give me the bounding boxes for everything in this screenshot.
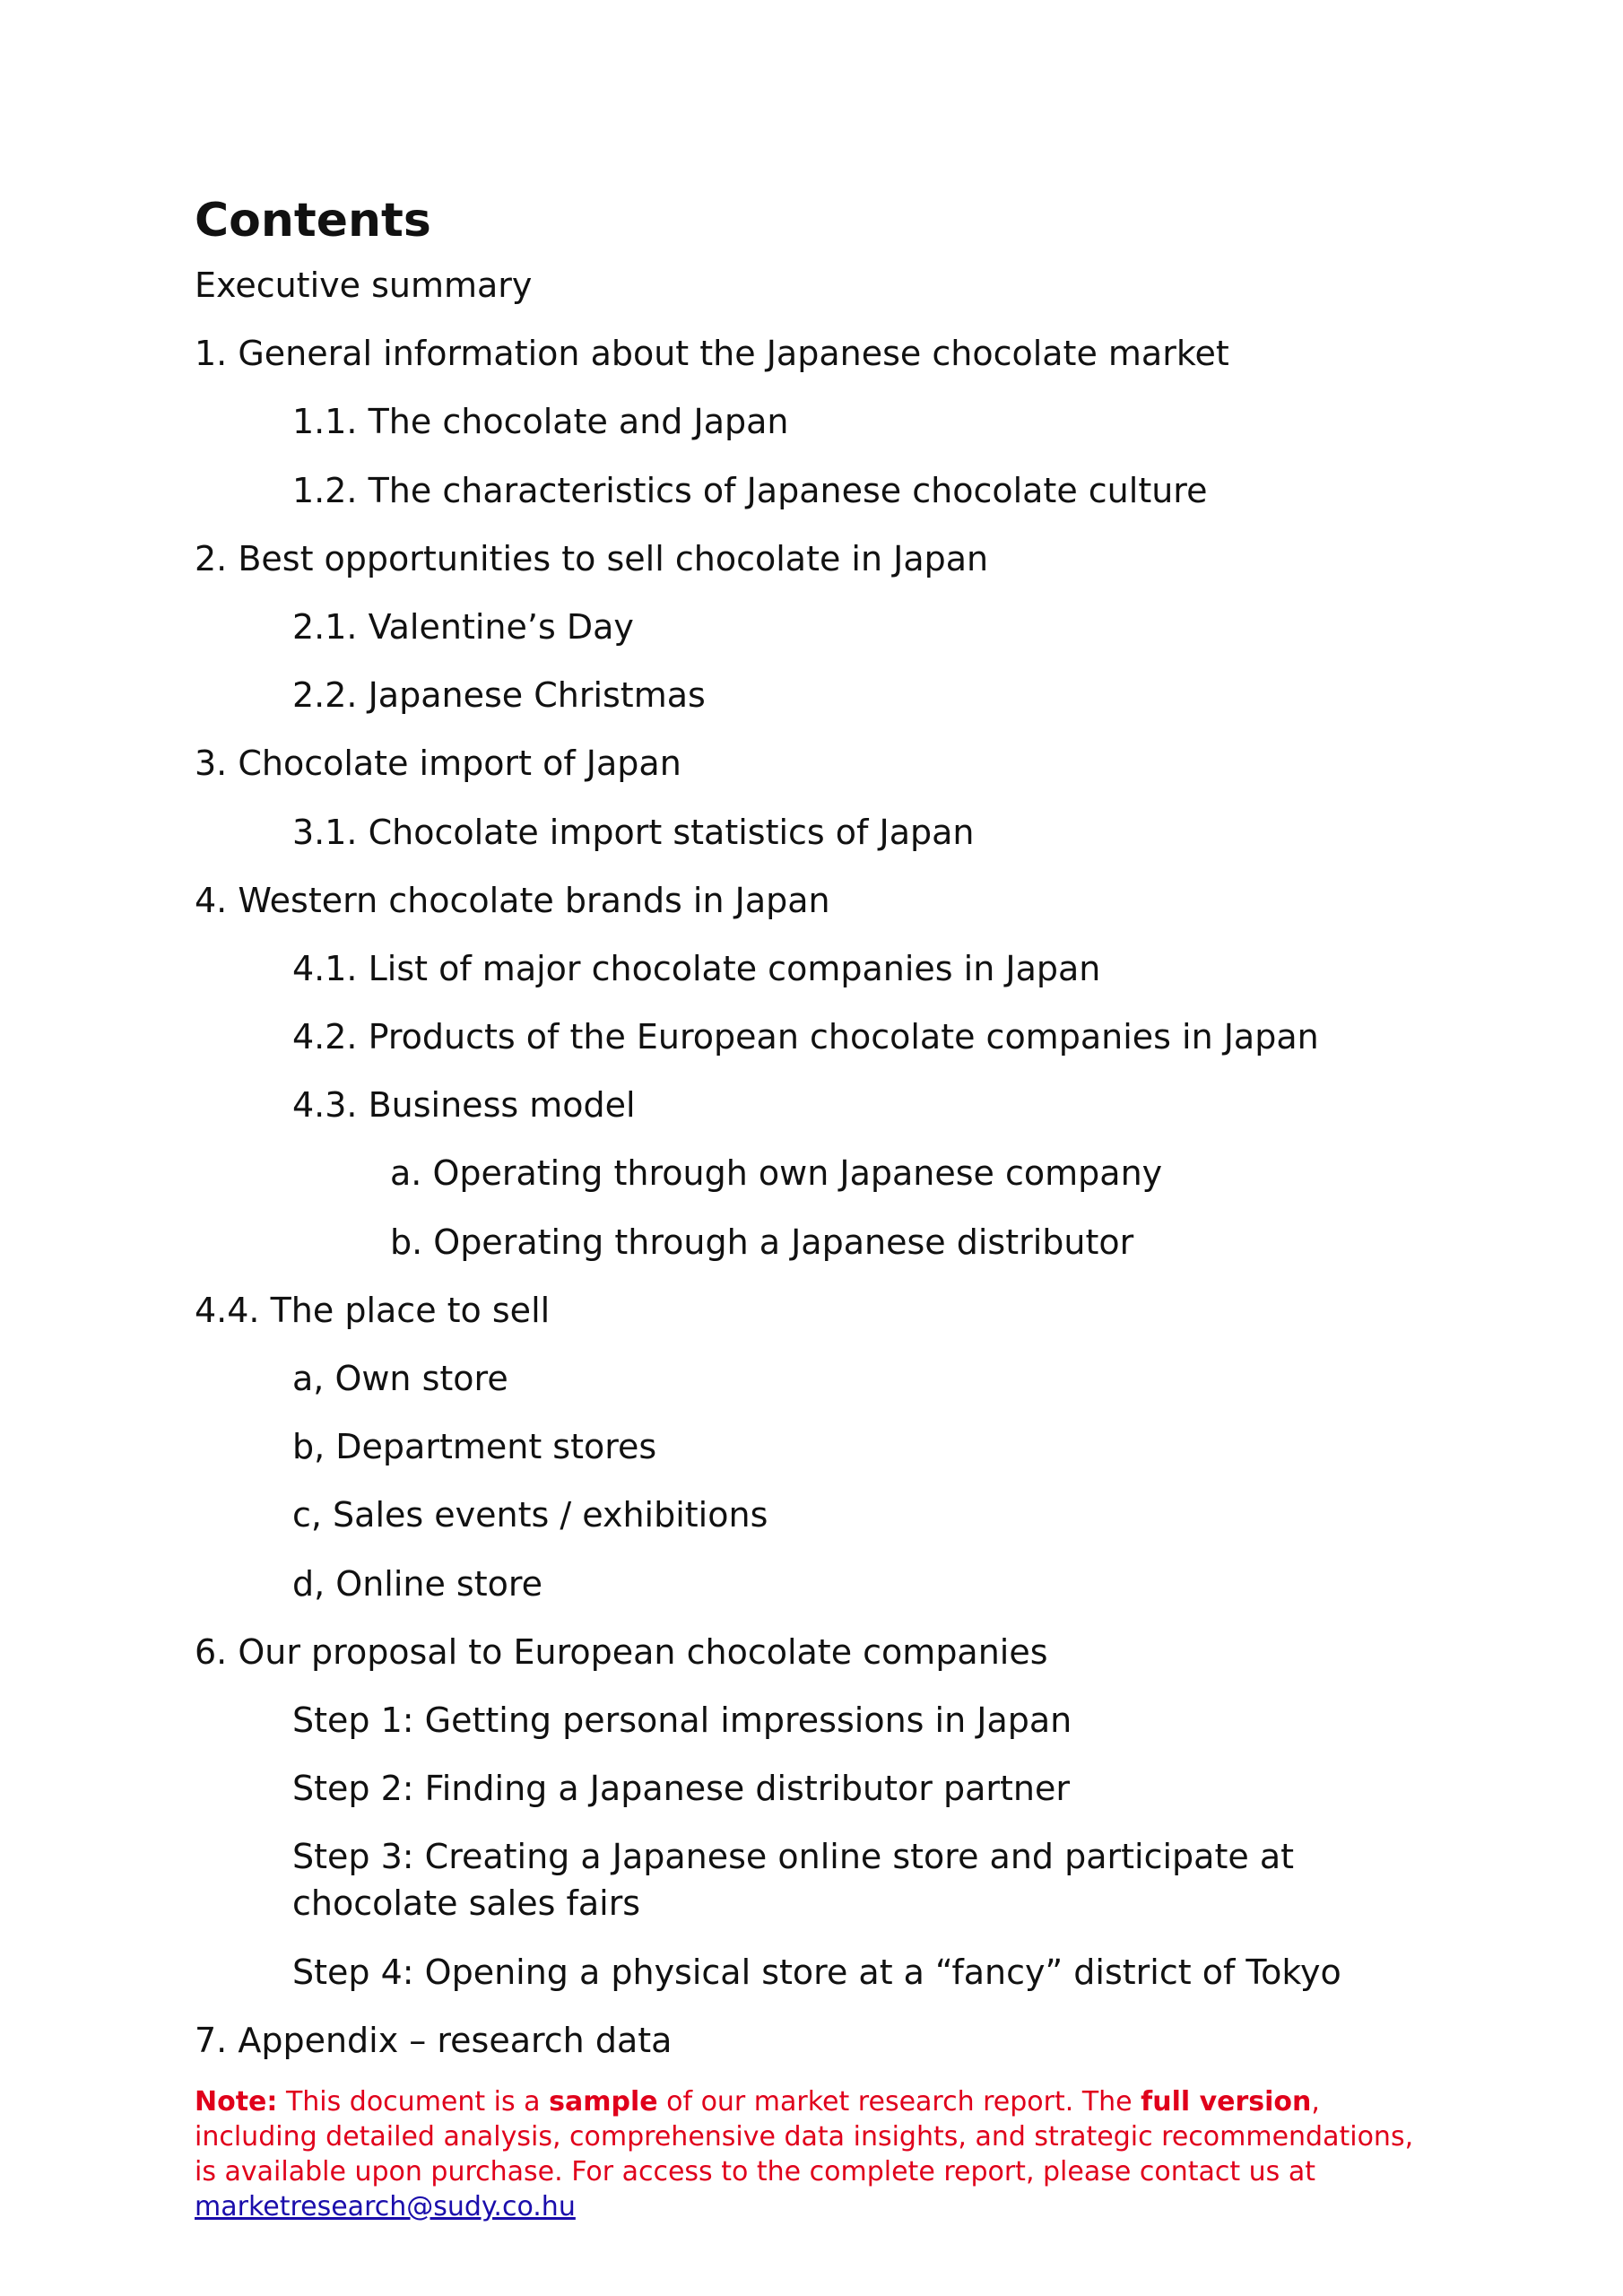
toc-item: 3.1. Chocolate import statistics of Japan [292,812,975,852]
toc-item: b, Department stores [292,1427,657,1467]
note-text: , including detailed analysis, comprehensive data insights, and strategic recommendations, is available upon purchase. For access to the complete report, please contact us at [195,2086,1414,2187]
toc-item: d, Online store [292,1563,543,1604]
note-text: of our market research report. The [657,2086,1141,2118]
note-label: Note: [195,2086,278,2118]
toc-item: a, Own store [292,1359,508,1398]
toc-item: 1.2. The characteristics of Japanese chocolate culture [292,470,1208,510]
toc-item: 4.3. Business model [292,1085,636,1126]
toc-item: 6. Our proposal to European chocolate companies [195,1631,1048,1672]
toc-item: 1. General information about the Japanese chocolate market [195,334,1229,374]
toc-item: Step 1: Getting personal impressions in Japan [292,1700,1072,1740]
toc-item: 7. Appendix – research data [195,2020,673,2060]
toc-item: 1.1. The chocolate and Japan [292,402,789,442]
toc-item: Executive summary [195,265,533,305]
toc-item: Step 4: Opening a physical store at a “fancy” district of Tokyo [292,1952,1341,1992]
toc-item: 2.1. Valentine’s Day [292,606,634,647]
note-emphasis: full version [1141,2086,1312,2118]
toc-list [195,262,1450,2064]
toc-item: 4.1. List of major chocolate companies in Japan [292,948,1101,988]
toc-item: 2.2. Japanese Christmas [292,675,706,716]
page-title: Contents [195,194,431,248]
toc-item: c, Sales events / exhibitions [292,1495,768,1535]
toc-item: a. Operating through own Japanese company [390,1153,1163,1194]
note-emphasis: sample [549,2086,658,2118]
contact-email-link[interactable]: marketresearch@sudy.co.hu [195,2191,576,2222]
toc-item: 3. Chocolate import of Japan [195,744,681,784]
toc-item: 2. Best opportunities to sell chocolate in Japan [195,538,989,578]
sample-note [195,2084,1432,2224]
toc-item: b. Operating through a Japanese distributor [390,1222,1134,1262]
toc-item: 4.2. Products of the European chocolate companies in Japan [292,1017,1319,1057]
toc-item: 4. Western chocolate brands in Japan [195,880,830,920]
contents-page [195,192,1450,2085]
toc-item: 4.4. The place to sell [195,1290,551,1330]
note-text: This document is a [277,2086,550,2118]
toc-item: Step 2: Finding a Japanese distributor partner [292,1769,1070,1809]
toc-item: Step 3: Creating a Japanese online store and participate at chocolate sales fairs [292,1837,1295,1924]
